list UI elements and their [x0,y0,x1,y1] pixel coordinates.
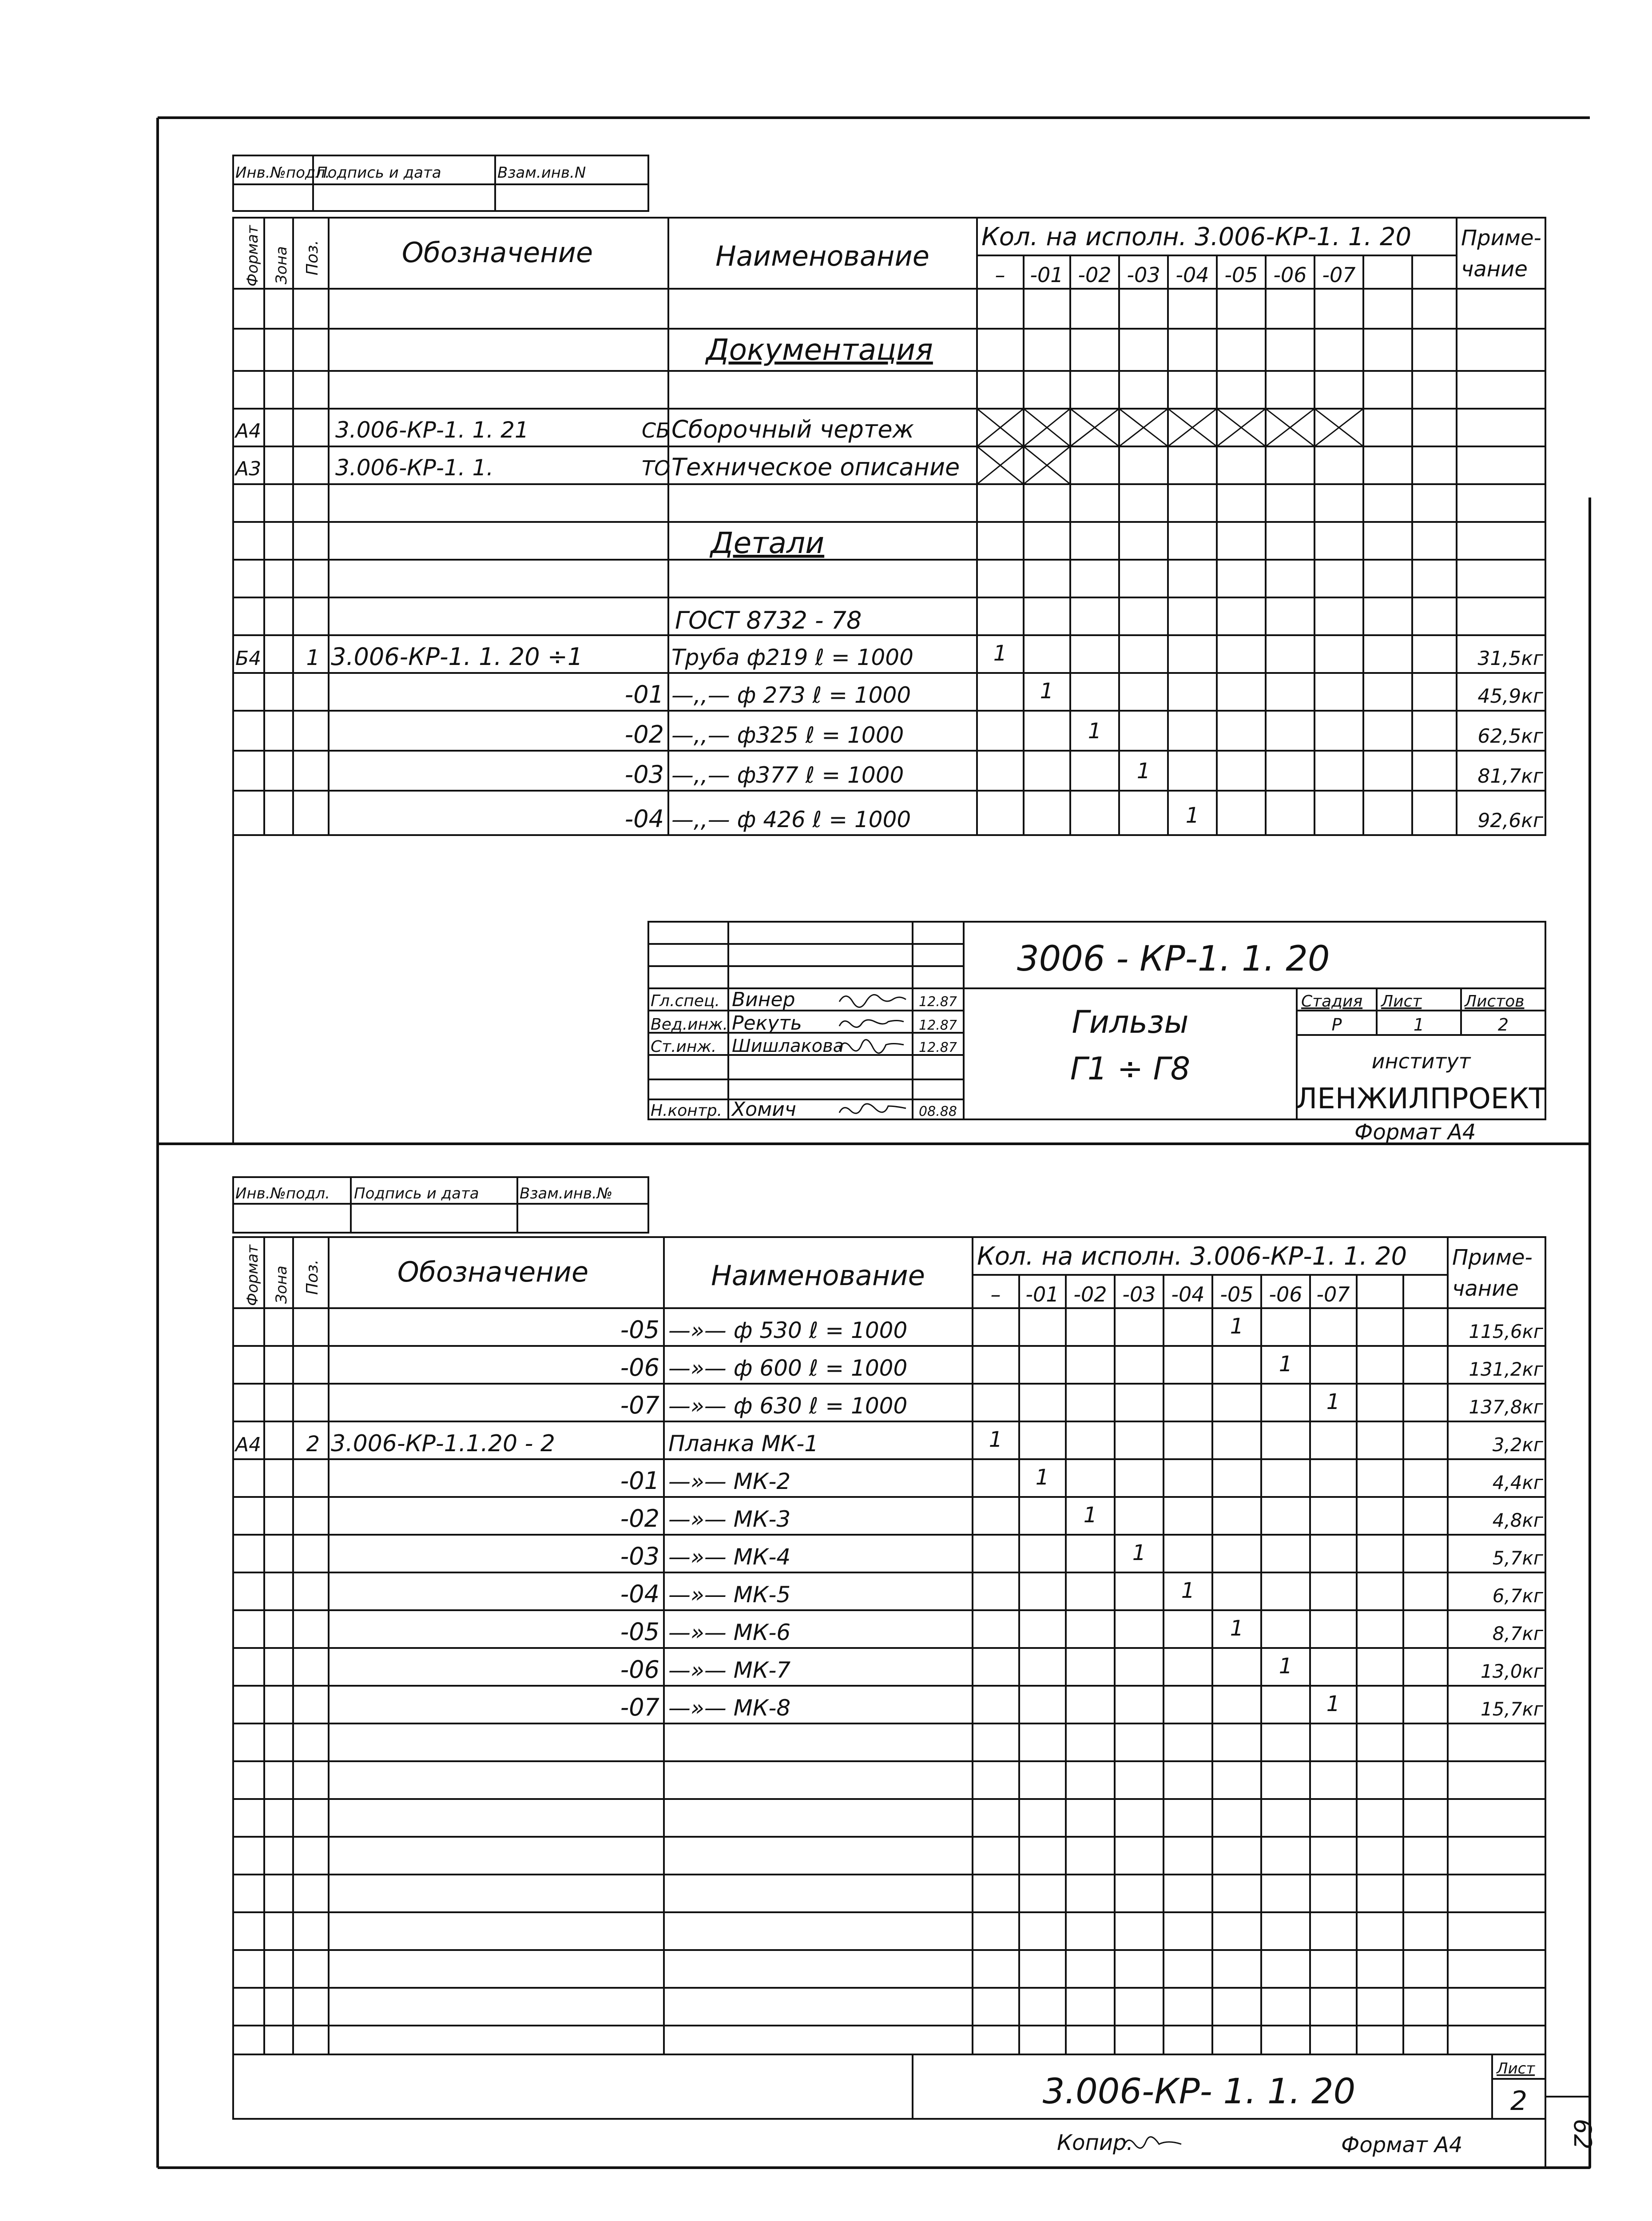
sheet2-header-kol: Кол. на исполн. 3.006-КР-1. 1. 20 [977,1242,1407,1271]
row-note: 15,7кг [1481,1698,1543,1720]
row-name: —»— МК-2 [668,1469,791,1494]
role-name: Рекуть [732,1012,802,1035]
row-qty: 1 [1279,1352,1293,1377]
part-name: —,,— ф 426 ℓ = 1000 [671,807,911,832]
sheet1-signatures [839,995,906,1113]
row-oboz: -07 [620,1391,659,1419]
part-qty: 1 [1185,803,1199,828]
sheet-2 [233,1177,1596,2168]
sheet2-list-label: Лист [1497,2060,1535,2078]
row-name: —»— МК-5 [668,1582,791,1608]
role-date: 12.87 [919,1018,957,1033]
variant-header: -06 [1269,1282,1303,1306]
row-qty: 1 [1230,1314,1244,1339]
part-oboz: -03 [624,760,664,788]
row-name: —»— ф 630 ℓ = 1000 [668,1393,908,1419]
sheet1-header-format: Формат [244,225,262,287]
part-oboz: -02 [624,720,664,748]
row-note: 5,7кг [1492,1547,1543,1569]
part-note: 81,7кг [1477,765,1543,788]
row-qty: 1 [1181,1578,1195,1603]
row-note: 13,0кг [1481,1660,1543,1682]
part-qty: 1 [1088,719,1102,744]
row-name: —»— ф 600 ℓ = 1000 [668,1355,908,1381]
sheet1-title-name1: Гильзы [1072,1004,1189,1040]
row-oboz: 3.006-КР-1.1.20 - 2 [331,1430,555,1457]
variant-header: -03 [1127,263,1160,287]
part-note: 31,5кг [1477,647,1543,670]
variant-header: -02 [1073,1282,1107,1306]
row-qty: 1 [1279,1654,1293,1679]
part-name: —,,— ф325 ℓ = 1000 [671,722,904,748]
sheet-1 [233,155,1547,1145]
variant-header: -05 [1224,263,1258,287]
part-format: Б4 [235,647,262,670]
row-qty: 1 [989,1427,1003,1452]
variant-header: -01 [1030,263,1064,287]
role-name: Шишлакова [732,1036,844,1056]
sheet1-title-code: 3006 - КР-1. 1. 20 [1017,939,1330,979]
sheet1-header-prim1: Приме- [1461,226,1541,251]
sheet1-format-note: Формат А4 [1354,1120,1476,1145]
sheet1-listov: 2 [1497,1015,1509,1035]
page-number: 62 [1569,2119,1596,2149]
sheet2-header-zona: Зона [273,1266,290,1304]
variant-header: -04 [1175,263,1209,287]
role-label: Н.контр. [651,1102,723,1120]
doc-row-format: А4 [235,420,262,442]
sheet1-stadiya: Р [1331,1015,1342,1035]
row-name: Планка МК-1 [668,1431,819,1457]
row-qty: 1 [1035,1465,1049,1490]
variant-header: -06 [1273,263,1307,287]
sheet1-stadiya-label: Стадия [1301,992,1363,1011]
row-name: —»— ф 530 ℓ = 1000 [668,1317,908,1343]
sheet1-header-zona: Зона [273,246,290,284]
row-name: —»— МК-8 [668,1695,791,1721]
sheet1-header-prim2: чание [1461,257,1528,282]
row-note: 4,8кг [1492,1509,1543,1531]
sheet2-header-prim2: чание [1452,1276,1519,1301]
sheet1-gost: ГОСТ 8732 - 78 [675,606,862,634]
doc-row-code: ТО [642,456,671,480]
row-oboz: -03 [620,1542,659,1570]
row-oboz: -05 [620,1316,659,1344]
sheet2-stamp-sign: Подпись и дата [354,1185,479,1202]
part-qty: 1 [993,641,1007,666]
row-oboz: -01 [620,1467,659,1495]
variant-header: -05 [1220,1282,1254,1306]
row-note: 115,6кг [1469,1321,1543,1342]
sheet1-institut: институт [1371,1049,1471,1073]
row-note: 8,7кг [1492,1623,1543,1644]
part-oboz: -04 [624,805,664,833]
row-oboz: -05 [620,1618,659,1646]
sheet1-stamp-inv: Инв.№подл. [235,164,330,182]
row-qty: 1 [1326,1692,1340,1716]
role-label: Гл.спец. [651,992,720,1010]
row-note: 6,7кг [1492,1585,1543,1607]
variant-header: – [990,1282,1001,1306]
sheet1-section-docs: Документация [706,333,933,367]
row-note: 3,2кг [1492,1434,1543,1456]
part-name: —,,— ф 273 ℓ = 1000 [671,682,911,708]
doc-row-code: СБ [642,418,670,442]
row-note: 137,8кг [1469,1396,1543,1418]
part-qty: 1 [1040,679,1054,704]
row-name: —»— МК-3 [668,1506,791,1532]
part-name: Труба ф219 ℓ = 1000 [671,645,913,670]
sheet1-title-name2: Г1 ÷ Г8 [1070,1051,1191,1087]
sheet2-header-oboz: Обозначение [397,1256,589,1288]
sheet2-rows [234,1314,1544,1721]
sheet1-section-details: Детали [711,526,825,560]
row-name: —»— МК-6 [668,1620,791,1645]
row-oboz: -06 [620,1353,659,1381]
part-note: 45,9кг [1477,685,1543,708]
part-note: 92,6кг [1477,809,1543,832]
part-oboz: -01 [624,681,664,708]
row-note: 131,2кг [1469,1358,1543,1380]
sheet2-variant-headers [991,1282,1350,1306]
doc-row-format: А3 [235,458,262,480]
sheet2-stamp-vzam: Взам.инв.№ [520,1185,613,1202]
sheet2-format-note: Формат А4 [1341,2133,1463,2157]
row-qty: 1 [1083,1503,1097,1528]
sheet1-header-poz: Поз. [303,240,322,275]
sheet1-listov-label: Листов [1465,992,1525,1011]
doc-row-oboz: 3.006-КР-1. 1. 21 [335,417,529,443]
sheet1-header-oboz: Обозначение [401,236,593,269]
row-name: —»— МК-7 [668,1657,791,1683]
variant-header: -02 [1078,263,1112,287]
role-name: Винер [732,988,795,1011]
row-name: —»— МК-4 [668,1544,791,1570]
sheet2-header-format: Формат [244,1245,262,1306]
row-format: А4 [235,1433,262,1456]
part-name: —,,— ф377 ℓ = 1000 [671,762,904,788]
sheet1-header-kol: Кол. на исполн. 3.006-КР-1. 1. 20 [981,223,1412,251]
part-oboz: 3.006-КР-1. 1. 20 ÷1 [331,643,583,671]
doc-row-name: Техническое описание [671,453,960,481]
variant-header: -03 [1122,1282,1156,1306]
sheet2-kopir: Копир. [1057,2130,1133,2155]
variant-header: – [995,263,1005,287]
sheet1-stamp-sign: Подпись и дата [316,164,441,182]
variant-header: -04 [1171,1282,1205,1306]
part-note: 62,5кг [1477,725,1543,748]
sheet2-stamp-inv: Инв.№подл. [235,1185,330,1202]
row-oboz: -04 [620,1580,659,1608]
row-qty: 1 [1326,1389,1340,1414]
sheet2-title-code: 3.006-КР- 1. 1. 20 [1042,2072,1356,2112]
row-qty: 1 [1132,1540,1146,1565]
variant-header: -07 [1322,263,1356,287]
variant-header: -07 [1316,1282,1350,1306]
doc-row-oboz: 3.006-КР-1. 1. [335,455,494,481]
sheet2-header-prim1: Приме- [1452,1245,1533,1270]
row-oboz: -06 [620,1656,659,1684]
role-date: 12.87 [919,1040,957,1055]
role-label: Ст.инж. [651,1038,717,1056]
sheet2-list: 2 [1510,2086,1528,2117]
variant-header: -01 [1025,1282,1059,1306]
sheet2-header-poz: Поз. [303,1259,322,1295]
sheet1-variant-headers [995,263,1356,287]
row-oboz: -02 [620,1505,659,1532]
role-date: 12.87 [919,994,957,1010]
row-poz: 2 [306,1432,320,1457]
role-label: Вед.инж. [651,1015,728,1034]
part-poz: 1 [306,645,320,670]
role-date: 08.88 [919,1104,957,1119]
sheet1-parts [235,641,1544,833]
sheet1-header-naim: Наименование [715,240,929,272]
part-qty: 1 [1136,759,1151,784]
row-qty: 1 [1230,1616,1244,1641]
sheet1-stamp-vzam: Взам.инв.N [497,164,586,182]
row-note: 4,4кг [1492,1472,1543,1493]
row-oboz: -07 [620,1693,659,1721]
doc-row-name: Сборочный чертеж [671,415,914,443]
sheet1-list-label: Лист [1381,992,1422,1011]
sheet1-list: 1 [1413,1015,1425,1035]
role-name: Хомич [732,1098,796,1121]
sheet1-org: ЛЕНЖИЛПРОЕКТ [1296,1083,1546,1115]
sheet2-header-naim: Наименование [711,1259,925,1292]
